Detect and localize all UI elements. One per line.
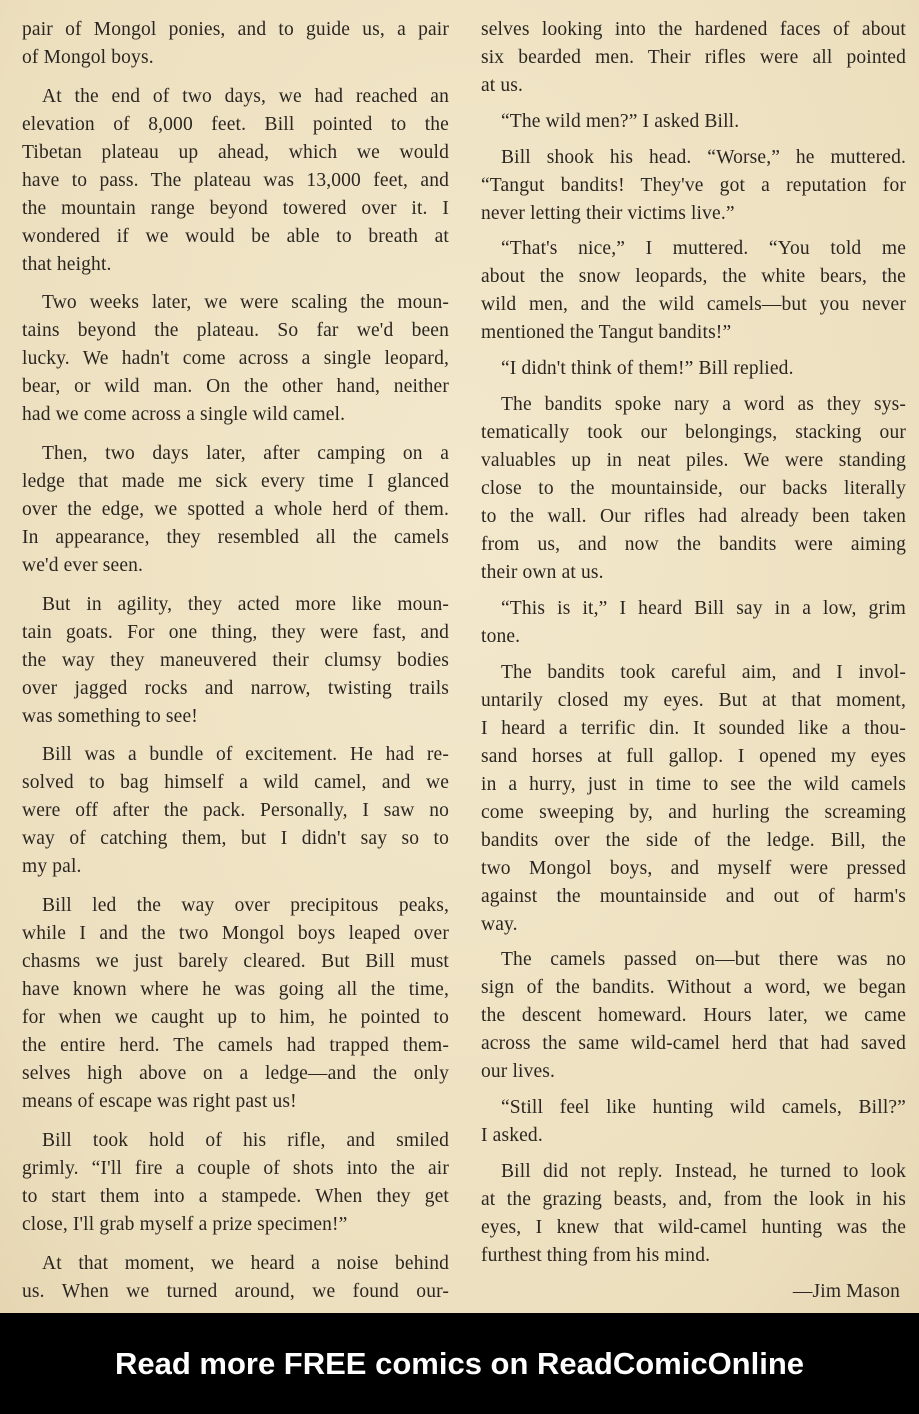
text-line: Bill led the way over precipitous peaks, [42, 895, 449, 917]
text-line: against the mountainside and out of harm's [481, 885, 906, 907]
paragraph [481, 355, 906, 383]
paragraph [481, 16, 906, 100]
text-line: have to pass. The plateau was 13,000 feet, and [22, 169, 449, 191]
text-line: untarily closed my eyes. But at that moment, [481, 689, 906, 711]
text-line: never letting their victims live.” [481, 202, 735, 224]
text-line: solved to bag himself a wild camel, and we [22, 772, 449, 794]
text-line: Bill did not reply. Instead, he turned to look [501, 1160, 906, 1182]
paragraph [481, 235, 906, 347]
text-line: “Still feel like hunting wild camels, Bill?” [501, 1097, 906, 1119]
author-signature: —Jim Mason [792, 1280, 900, 1302]
text-line: But in agility, they acted more like moun- [42, 593, 449, 615]
text-line: come sweeping by, and hurling the screaming [481, 801, 906, 823]
text-line: the way they maneuvered their clumsy bodies [22, 649, 449, 671]
text-line: bear, or wild man. On the other hand, neither [22, 376, 449, 398]
text-line: close to the mountainside, our backs literally [481, 477, 906, 499]
paragraph [481, 1158, 906, 1270]
text-line: of Mongol boys. [22, 47, 154, 68]
text-line: bandits over the side of the ledge. Bill, the [481, 829, 906, 851]
text-line: I asked. [481, 1125, 543, 1147]
promo-banner[interactable] [0, 1313, 919, 1414]
paragraph [22, 1127, 449, 1239]
text-line: were off after the pack. Personally, I saw no [22, 800, 449, 822]
text-line: in a hurry, just in time to see the wild camels [481, 773, 906, 795]
text-line: Two weeks later, we were scaling the moun- [42, 292, 449, 314]
text-line: selves high above on a ledge—and the only [22, 1063, 449, 1085]
paragraph [481, 659, 906, 939]
text-line: furthest thing from his mind. [481, 1244, 711, 1266]
paragraph [481, 946, 906, 1086]
paragraph [22, 892, 449, 1116]
paragraph [481, 1094, 906, 1150]
text-line: elevation of 8,000 feet. Bill pointed to the [22, 113, 449, 135]
text-line: wild men, and the wild camels—but you never [481, 294, 906, 316]
text-line: “That's nice,” I muttered. “You told me [501, 238, 906, 260]
text-line: had we come across a single wild camel. [22, 404, 346, 426]
text-line: have known where he was going all the time, [22, 979, 449, 1001]
text-line: about the snow leopards, the white bears, the [481, 266, 906, 288]
text-line: at the grazing beasts, and, from the look in his [481, 1188, 906, 1210]
text-line: their own at us. [481, 561, 604, 583]
text-line: for when we caught up to him, he pointed to [22, 1007, 449, 1029]
text-line: tain goats. For one thing, they were fast, and [22, 621, 449, 643]
right-column [481, 16, 906, 1306]
text-line: while I and the two Mongol boys leaped over [22, 923, 449, 945]
promo-banner-text[interactable]: Read more FREE comics on ReadComicOnline [114, 1345, 805, 1381]
text-line: to start them into a stampede. When they get [22, 1185, 449, 1207]
text-line: from us, and now the bandits were aiming [481, 533, 906, 555]
paragraph [481, 144, 906, 228]
text-line: the entire herd. The camels had trapped them- [22, 1035, 449, 1057]
paragraph [22, 289, 449, 429]
text-line: lucky. We hadn't come across a single leopard, [22, 348, 449, 370]
text-line: to the wall. Our rifles had already been taken [481, 505, 906, 527]
text-line: wondered if we would be able to breath at [22, 225, 449, 247]
paragraph [22, 591, 449, 731]
text-line: Bill took hold of his rifle, and smiled [42, 1129, 449, 1151]
text-line: mentioned the Tangut bandits!” [481, 322, 732, 344]
text-line: tains beyond the plateau. So far we'd been [22, 320, 449, 342]
text-line: sand horses at full gallop. I opened my eyes [481, 745, 906, 767]
text-line: our lives. [481, 1061, 556, 1083]
text-line: eyes, I knew that wild-camel hunting was the [481, 1216, 906, 1238]
text-line: the mountain range beyond towered over it. I [22, 197, 449, 219]
text-line: valuables up in neat piles. We were standing [481, 449, 906, 471]
text-line: close, I'll grab myself a prize specimen!” [22, 1213, 348, 1235]
text-line: Then, two days later, after camping on a [42, 443, 449, 465]
text-line: I heard a terrific din. It sounded like a thou- [481, 717, 906, 739]
text-line: tematically took our belongings, stacking our [481, 421, 906, 443]
text-line: “Tangut bandits! They've got a reputation for [481, 174, 906, 196]
text-line: two Mongol boys, and myself were pressed [481, 857, 906, 879]
paragraph [22, 16, 449, 72]
paragraph [22, 440, 449, 580]
text-line: “I didn't think of them!” Bill replied. [501, 358, 794, 380]
text-line: that height. [22, 253, 112, 275]
text-line: over jagged rocks and narrow, twisting trails [22, 677, 449, 699]
text-line: The camels passed on—but there was no [501, 949, 906, 971]
paragraph [22, 1250, 449, 1306]
text-line: ledge that made me sick every time I glanced [22, 471, 449, 493]
text-line: “This is it,” I heard Bill say in a low, grim [501, 597, 906, 619]
left-column [22, 16, 449, 1316]
text-line: the descent homeward. Hours later, we came [481, 1005, 906, 1027]
text-line: tone. [481, 625, 521, 647]
text-line: at us. [481, 75, 524, 96]
text-line: way. [481, 913, 518, 935]
text-line: The bandits spoke nary a word as they sys- [501, 393, 906, 415]
text-line: over the edge, we spotted a whole herd of them. [22, 499, 449, 521]
text-line: pair of Mongol ponies, and to guide us, a pair [22, 19, 449, 40]
text-line: selves looking into the hardened faces of about [481, 19, 906, 40]
paragraph [481, 595, 906, 651]
text-line: Bill shook his head. “Worse,” he muttered. [501, 146, 906, 168]
text-line: In appearance, they resembled all the camels [22, 527, 449, 549]
text-line: was something to see! [22, 705, 198, 727]
text-line: grimly. “I'll fire a couple of shots into the air [22, 1157, 449, 1179]
text-line: “The wild men?” I asked Bill. [501, 110, 740, 132]
text-line: sign of the bandits. Without a word, we began [481, 977, 906, 999]
text-line: means of escape was right past us! [22, 1091, 297, 1113]
paragraph [22, 741, 449, 881]
text-line: At the end of two days, we had reached an [42, 85, 449, 107]
text-line: The bandits took careful aim, and I invol- [501, 661, 906, 683]
paragraph [481, 108, 906, 136]
text-line: across the same wild-camel herd that had saved [481, 1033, 906, 1055]
text-line: us. When we turned around, we found our- [22, 1280, 449, 1302]
paragraph [481, 391, 906, 587]
text-line: we'd ever seen. [22, 555, 144, 577]
text-line: Bill was a bundle of excitement. He had re- [42, 744, 449, 766]
text-line: At that moment, we heard a noise behind [42, 1252, 449, 1274]
text-line: way of catching them, but I didn't say so to [22, 828, 449, 850]
text-line: my pal. [22, 856, 82, 878]
paragraph [22, 83, 449, 279]
text-line: Tibetan plateau up ahead, which we would [22, 141, 449, 163]
text-line: chasms we just barely cleared. But Bill must [22, 951, 449, 973]
text-line: six bearded men. Their rifles were all pointed [481, 47, 906, 68]
